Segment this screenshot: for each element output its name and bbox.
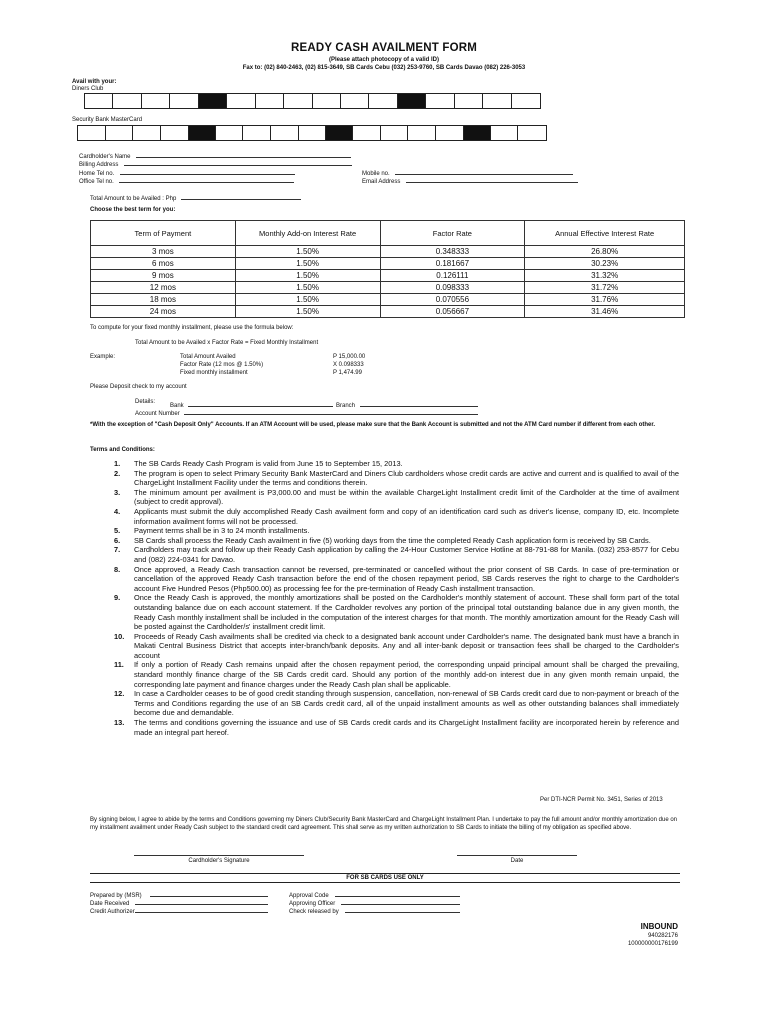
inbound-label: INBOUND xyxy=(640,922,678,931)
factor-cell: 0.348333 xyxy=(380,246,525,258)
rate-cell: 1.50% xyxy=(235,258,380,270)
factor-cell: 0.056667 xyxy=(380,306,525,318)
table-row xyxy=(91,294,685,306)
account-number-label: Account Number xyxy=(135,411,180,417)
card-separator-block xyxy=(326,126,353,140)
list-item: 11. If only a portion of Ready Cash remains unpaid after the chosen repayment period, the corresponding unpaid principal amount shall be charged the prevailing, standard monthly finance charge of the SB Cards credit card. Should any portion of the monthly add-on interest due in any given month remain unpaid, the corresponding late payment and finance charges under the Ready Cash plan shall be applicable. xyxy=(114,660,679,689)
example-row-value: P 1,474.99 xyxy=(333,370,362,376)
inbound-code: 940282176 xyxy=(647,933,678,939)
form-title: READY CASH AVAILMENT FORM xyxy=(290,42,478,54)
branch-label: Branch xyxy=(336,403,356,409)
email-label: Email Address xyxy=(362,179,401,185)
term-cell: 6 mos xyxy=(91,258,236,270)
date-received-label: Date Received xyxy=(90,901,130,907)
list-item: 1. The SB Cards Ready Cash Program is valid from June 15 to September 15, 2013. xyxy=(114,459,403,468)
annual-rate-cell: 31.32% xyxy=(525,270,685,282)
mastercard-label: Security Bank MasterCard xyxy=(72,117,143,123)
card-digit-box[interactable] xyxy=(243,126,271,140)
atm-note: *With the exception of "Cash Deposit Only" Accounts. If an ATM Account will be used, please make sure that the Bank Account is submitted and not the ATM Card number if different from each other. xyxy=(90,422,656,428)
annual-rate-cell: 26.80% xyxy=(525,246,685,258)
annual-rate-cell: 31.46% xyxy=(525,306,685,318)
list-item: 2. The program is open to select Primary Security Bank MasterCard and Diners Club cardholders whose credit cards are active and current and is qualified to avail of the ChargeLight Installment Facility under the terms and conditions therein. xyxy=(114,468,679,488)
divider xyxy=(90,873,680,874)
card-digit-box[interactable] xyxy=(426,94,454,108)
office-use-heading: FOR SB CARDS USE ONLY xyxy=(346,875,424,881)
card-digit-box[interactable] xyxy=(142,94,170,108)
total-amount-row xyxy=(90,192,301,202)
rate-cell: 1.50% xyxy=(235,306,380,318)
formula-text: Total Amount to be Availed x Factor Rate = Fixed Monthly Installment xyxy=(135,340,319,346)
home-tel-label: Home Tel no. xyxy=(79,171,115,177)
annual-rate-cell: 31.72% xyxy=(525,282,685,294)
factor-cell: 0.181667 xyxy=(380,258,525,270)
card-digit-box[interactable] xyxy=(381,126,409,140)
date-received-field[interactable] xyxy=(135,897,268,905)
home-tel-field[interactable] xyxy=(120,167,295,175)
list-item: 5. Payment terms shall be in 3 to 24 month installments. xyxy=(114,526,310,536)
billing-address-label: Billing Address xyxy=(79,162,119,168)
column-header: Annual Effective Interest Rate xyxy=(525,221,685,246)
office-tel-row xyxy=(79,175,294,185)
deposit-label: Please Deposit check to my account xyxy=(90,384,187,390)
credit-authorizer-row xyxy=(90,905,268,915)
card-separator-block xyxy=(464,126,491,140)
card-digit-box[interactable] xyxy=(353,126,381,140)
card-digit-box[interactable] xyxy=(408,126,436,140)
list-item: 13. The terms and conditions governing the issuance and use of SB Cards credit cards and its ChargeLight Installment facility are incorporated herein by reference and made an integral part hereof. xyxy=(114,718,679,737)
office-tel-field[interactable] xyxy=(119,175,294,183)
term-cell: 18 mos xyxy=(91,294,236,306)
approving-officer-label: Approving Officer xyxy=(289,901,336,907)
credit-authorizer-label: Credit Authorizer xyxy=(90,909,135,915)
cardholder-name-label: Cardholder's Name xyxy=(79,154,131,160)
list-item: 8. Once approved, a Ready Cash transaction cannot be reversed, pre-terminated or cancelled without the prior consent of SB Cards. In case of pre-termination or cancellation of the approved Ready Cash transaction before the end of the chosen repayment period, SB Cards reserves the right to charge to the Cardholder's account Five Hundred Pesos (Php500.00) as processing fee for the pre-termination of Ready Cash installment transaction. xyxy=(114,564,679,593)
list-item: 7. Cardholders may track and follow up their Ready Cash application by calling the 24-Hour Customer Service Hotline at 88-791-88 for Manila. (032) 253-8577 for Cebu and (082) 224-0341 for Davao. xyxy=(114,545,679,564)
term-cell: 9 mos xyxy=(91,270,236,282)
office-tel-label: Office Tel no. xyxy=(79,179,114,185)
table-header-row xyxy=(91,221,685,246)
check-released-row xyxy=(289,905,460,915)
inbound-reference: 100000000176199 xyxy=(627,941,678,947)
signature-field[interactable] xyxy=(134,855,304,856)
example-row-label: Total Amount Availed xyxy=(180,354,236,360)
billing-address-field[interactable] xyxy=(124,158,352,166)
bank-field[interactable] xyxy=(188,399,333,407)
form-subtitle: (Please attach photocopy of a valid ID) xyxy=(328,57,440,63)
terms-list xyxy=(114,459,679,737)
column-header: Monthly Add-on Interest Rate xyxy=(235,221,380,246)
card-digit-box[interactable] xyxy=(216,126,244,140)
example-row-label: Fixed monthly installment xyxy=(180,370,248,376)
card-digit-box[interactable] xyxy=(455,94,483,108)
mobile-field[interactable] xyxy=(395,167,573,175)
list-item: 6. SB Cards shall process the Ready Cash availment in five (5) working days from the time the completed Ready Cash application form is received by SB Cards. xyxy=(114,535,651,545)
email-field[interactable] xyxy=(406,175,578,183)
factor-cell: 0.070556 xyxy=(380,294,525,306)
permit-number: Per DTI-NCR Permit No. 3451, Series of 2013 xyxy=(540,797,663,803)
card-digit-box[interactable] xyxy=(256,94,284,108)
card-separator-block xyxy=(189,126,216,140)
card-digit-box[interactable] xyxy=(227,94,255,108)
term-cell: 12 mos xyxy=(91,282,236,294)
email-row xyxy=(362,175,578,185)
account-number-row xyxy=(135,407,478,417)
card-digit-box[interactable] xyxy=(85,94,113,108)
table-row xyxy=(91,258,685,270)
cardholder-name-field[interactable] xyxy=(136,150,351,158)
formula-intro: To compute for your fixed monthly installment, please use the formula below: xyxy=(90,325,294,331)
details-label: Details: xyxy=(135,399,156,405)
card-digit-box[interactable] xyxy=(436,126,464,140)
card-digit-box[interactable] xyxy=(106,126,134,140)
card-digit-box[interactable] xyxy=(491,126,519,140)
approval-code-field[interactable] xyxy=(335,889,460,897)
table-row xyxy=(91,270,685,282)
rate-cell: 1.50% xyxy=(235,246,380,258)
mastercard-number-boxes[interactable] xyxy=(77,125,547,141)
date-field[interactable] xyxy=(457,855,577,856)
diners-club-label: Diners Club xyxy=(72,86,104,92)
column-header: Factor Rate xyxy=(380,221,525,246)
list-item: 9. Once the Ready Cash is approved, the monthly amortizations shall be posted on the Cardholder's monthly statement of account. These shall form part of the total outstanding balance due on each account statement. If the Cardholder revolves any portion of the principal total outstanding balance due in any given month, the Ready Cash monthly installment shall be included in the computation of the interest charges for that month. The monthly amortization amount for the Ready Cash will be posted against the Cardholder/s' installment credit limit. xyxy=(114,593,679,632)
card-digit-box[interactable] xyxy=(113,94,141,108)
payment-terms-table xyxy=(90,220,685,318)
rate-cell: 1.50% xyxy=(235,282,380,294)
check-released-label: Check released by xyxy=(289,909,339,915)
account-number-field[interactable] xyxy=(184,407,478,415)
bank-label: Bank xyxy=(170,403,184,409)
avail-label: Avail with your: xyxy=(72,79,117,85)
example-label: Example: xyxy=(90,354,116,360)
card-digit-box[interactable] xyxy=(170,94,198,108)
card-digit-box[interactable] xyxy=(369,94,397,108)
term-cell: 24 mos xyxy=(91,306,236,318)
card-digit-box[interactable] xyxy=(78,126,106,140)
terms-heading: Terms and Conditions: xyxy=(90,447,155,453)
example-row-value: P 15,000.00 xyxy=(333,354,366,360)
date-label: Date xyxy=(510,858,524,864)
card-digit-box[interactable] xyxy=(133,126,161,140)
signature-label: Cardholder's Signature xyxy=(188,858,250,864)
annual-rate-cell: 31.76% xyxy=(525,294,685,306)
total-amount-label: Total Amount to be Availed : Php xyxy=(90,196,177,202)
approval-code-label: Approval Code xyxy=(289,893,329,899)
card-digit-box[interactable] xyxy=(341,94,369,108)
card-digit-box[interactable] xyxy=(161,126,189,140)
card-digit-box[interactable] xyxy=(284,94,312,108)
factor-cell: 0.098333 xyxy=(380,282,525,294)
table-row xyxy=(91,246,685,258)
credit-authorizer-field[interactable] xyxy=(135,905,268,913)
list-item: 10. Proceeds of Ready Cash availments shall be credited via check to a designated bank account under Cardholder's name. The designated bank must have a branch in Makati Central Business District that accepts inter-branch/bank deposits. Any and all inter-bank deposit or transaction fees shall be charged to the Cardholder's account xyxy=(114,631,679,660)
card-digit-box[interactable] xyxy=(299,126,327,140)
signing-agreement: By signing below, I agree to abide by the terms and Conditions governing my Diners Club/Security Bank MasterCard and ChargeLight Installment Plan. I undertake to pay the full amount and/or monthly amortization due on my installment availment under Ready Cash subject to the standard credit card agreement. This shall serve as my written authorization to SB Cards to initiate the billing of my obligation as specified above. xyxy=(90,817,677,831)
card-digit-box[interactable] xyxy=(518,126,546,140)
card-separator-block xyxy=(199,94,227,108)
card-digit-box[interactable] xyxy=(483,94,511,108)
card-digit-box[interactable] xyxy=(313,94,341,108)
approving-officer-field[interactable] xyxy=(341,897,460,905)
fax-numbers: Fax to: (02) 840-2463, (02) 815-3649, SB Cards Cebu (032) 253-9760, SB Cards Davao (082) 226-3053 xyxy=(242,65,526,71)
card-digit-box[interactable] xyxy=(512,94,540,108)
example-row-label: Factor Rate (12 mos @ 1.50%) xyxy=(180,362,264,368)
example-row-value: X 0.098333 xyxy=(333,362,364,368)
term-heading: Choose the best term for you: xyxy=(90,207,176,213)
list-item: 4. Applicants must submit the duly accomplished Ready Cash availment form and copy of an identification card such as driver's license, company ID, etc. Incomplete information availment forms will not be processed. xyxy=(114,506,679,526)
divider xyxy=(90,882,680,883)
rate-cell: 1.50% xyxy=(235,270,380,282)
term-cell: 3 mos xyxy=(91,246,236,258)
list-item: 3. The minimum amount per availment is P3,000.00 and must be within the available ChargeLight Installment credit limit of the Cardholder at the time of availment (subject to credit approval). xyxy=(114,487,679,507)
diners-card-number-boxes[interactable] xyxy=(84,93,541,109)
column-header: Term of Payment xyxy=(91,221,236,246)
rate-cell: 1.50% xyxy=(235,294,380,306)
prepared-by-field[interactable] xyxy=(150,889,268,897)
table-row xyxy=(91,282,685,294)
table-row xyxy=(91,306,685,318)
branch-field[interactable] xyxy=(360,399,478,407)
check-released-field[interactable] xyxy=(345,905,460,913)
factor-cell: 0.126111 xyxy=(380,270,525,282)
mobile-label: Mobile no. xyxy=(362,171,390,177)
card-separator-block xyxy=(398,94,426,108)
card-digit-box[interactable] xyxy=(271,126,299,140)
total-amount-field[interactable] xyxy=(181,192,301,200)
list-item: 12. In case a Cardholder ceases to be of good credit standing through suspension, cancellation, non-renewal of SB Cards credit card due to non-payment or breach of the Terms and Conditions regarding the use of an SB Cards credit card, all of the unpaid installment amounts as well as other outstanding balances shall immediately become due and demandable. xyxy=(114,689,679,718)
prepared-by-label: Prepared by (MSR) xyxy=(90,893,142,899)
annual-rate-cell: 30.23% xyxy=(525,258,685,270)
